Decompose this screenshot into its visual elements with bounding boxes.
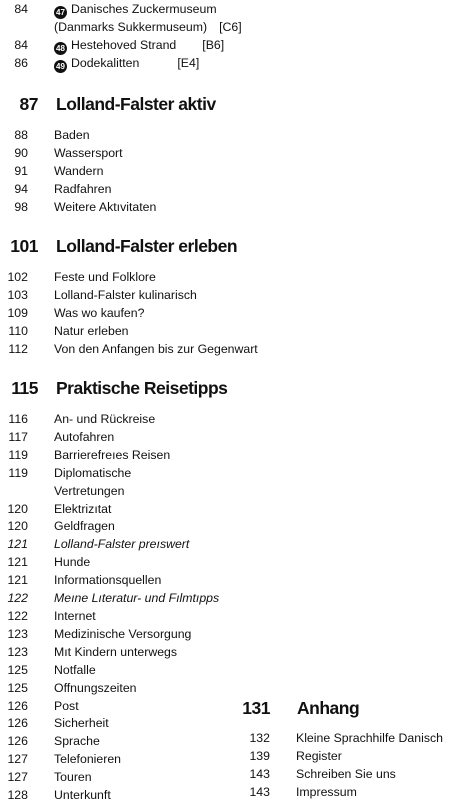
entry-page: 126	[7, 698, 28, 713]
entry-page: 103	[7, 287, 28, 302]
entry-text: Schreiben Sie uns	[296, 766, 396, 781]
entry-page: 98	[14, 199, 28, 214]
toc-entry	[0, 536, 219, 554]
entry-page: 112	[8, 341, 28, 356]
entry-text: Vertretungen	[54, 483, 125, 498]
entry-page: 90	[14, 145, 28, 160]
entry-page: 127	[7, 752, 28, 767]
entry-text: Register	[296, 748, 342, 763]
toc-entry	[0, 590, 219, 608]
toc-section-heading	[240, 698, 476, 719]
toc-entry	[0, 680, 219, 698]
entry-page: 132	[249, 731, 270, 745]
toc-entry	[0, 1, 242, 19]
entry-text: Was wo kaufen?	[54, 305, 145, 320]
entry-text: Impressum	[296, 784, 357, 799]
entry-page: 139	[249, 748, 270, 763]
toc-anhang-column	[240, 698, 476, 802]
toc-entry	[0, 447, 219, 465]
section-title: Lolland-Falster erleben	[56, 236, 238, 256]
toc-entry	[0, 429, 219, 447]
entry-page: 120	[7, 501, 28, 516]
entry-page: 122	[7, 591, 28, 606]
entry-page: 84	[14, 2, 28, 16]
map-code: [B6]	[202, 37, 225, 52]
entry-text: Telefonieren	[54, 752, 121, 767]
section-page: 87	[19, 94, 38, 114]
toc-entry	[0, 19, 242, 37]
entry-page: 102	[7, 270, 28, 284]
entry-page: 123	[7, 644, 28, 659]
entry-text: Natur erleben	[54, 323, 129, 338]
entry-page: 119	[8, 465, 28, 480]
section-page: 115	[11, 378, 38, 398]
entry-text: Wandern	[54, 163, 104, 178]
entry-text: Danisches Zuckermuseum	[71, 2, 217, 16]
toc-section-entries	[0, 411, 219, 805]
entry-page: 84	[14, 37, 28, 52]
toc-entry	[0, 341, 258, 359]
toc-entry	[0, 127, 156, 145]
entry-text: Elektrizıtat	[54, 501, 112, 516]
toc-entry	[0, 55, 242, 73]
toc-entry	[0, 733, 219, 751]
entry-text: Lolland-Falster preıswert	[54, 537, 190, 552]
entry-text: Baden	[54, 128, 90, 142]
entry-text: An- und Rückreise	[54, 412, 156, 426]
toc-entry	[240, 766, 476, 784]
toc-entry	[0, 662, 219, 680]
entry-page: 121	[7, 537, 28, 552]
entry-text: Medizinische Versorgung	[54, 626, 192, 641]
entry-page: 86	[14, 55, 28, 70]
entry-page: 123	[7, 626, 28, 641]
entry-text: Lolland-Falster kulinarisch	[54, 287, 197, 302]
entry-page: 125	[7, 680, 28, 695]
map-code: [E4]	[177, 55, 200, 70]
entry-text: Informationsquellen	[54, 573, 162, 588]
entry-text: Offnungszeiten	[54, 680, 137, 695]
toc-section-entries	[0, 127, 156, 217]
toc-entry	[0, 715, 219, 733]
toc-entry	[0, 626, 219, 644]
toc-section-heading	[0, 94, 216, 115]
entry-text: Meıne Lıteratur- und Fılmtıpps	[54, 591, 220, 606]
toc-entry	[240, 784, 476, 802]
toc-entry	[0, 554, 219, 572]
entry-text: Wassersport	[54, 145, 123, 160]
toc-entry	[0, 323, 258, 341]
toc-section-heading	[0, 236, 237, 257]
toc-entry	[240, 730, 476, 748]
toc-top-entries	[0, 1, 242, 73]
sight-number-badge: 47	[54, 6, 67, 19]
toc-entry	[240, 748, 476, 766]
entry-page: 125	[7, 662, 28, 677]
toc-entry	[0, 287, 258, 305]
entry-page: 121	[7, 555, 28, 570]
toc-entry	[0, 787, 219, 805]
entry-page: 121	[7, 573, 28, 588]
entry-text: Autofahren	[54, 429, 115, 444]
entry-page: 126	[7, 716, 28, 731]
entry-text: Touren	[54, 770, 92, 785]
entry-text: Hunde	[54, 555, 91, 570]
toc-entry	[0, 644, 219, 662]
entry-text: Von den Anfangen bis zur Gegenwart	[54, 341, 258, 356]
entry-text: Kleine Sprachhilfe Danisch	[296, 731, 443, 745]
section-title: Anhang	[297, 698, 360, 718]
sight-number-badge: 49	[54, 60, 67, 73]
sight-number-badge: 48	[54, 42, 67, 55]
entry-page: 127	[7, 770, 28, 785]
entry-page: 128	[7, 788, 28, 803]
entry-page: 110	[8, 323, 28, 338]
entry-page: 126	[7, 734, 28, 749]
entry-page: 88	[14, 128, 28, 142]
entry-text: Dodekalitten	[71, 55, 140, 70]
entry-text: Radfahren	[54, 181, 112, 196]
entry-text: Feste und Folklore	[54, 270, 156, 284]
section-title: Lolland-Falster aktiv	[56, 94, 216, 114]
entry-text: Sicherheit	[54, 716, 109, 731]
entry-page: 122	[7, 608, 28, 623]
toc-entry	[0, 501, 219, 519]
entry-text: Sprache	[54, 734, 100, 749]
toc-entry	[0, 181, 156, 199]
entry-text: Diplomatische	[54, 465, 132, 480]
entry-text: Weitere Aktıvitaten	[54, 199, 157, 214]
entry-text: Mıt Kindern unterwegs	[54, 644, 178, 659]
entry-page: 143	[249, 766, 270, 781]
toc-section-entries	[240, 730, 476, 802]
entry-page: 94	[14, 181, 28, 196]
toc-entry	[0, 698, 219, 716]
entry-page: 119	[8, 447, 28, 462]
toc-entry	[0, 483, 219, 501]
entry-text: Internet	[54, 608, 96, 623]
toc-entry	[0, 145, 156, 163]
entry-page: 120	[7, 519, 28, 534]
toc-entry	[0, 608, 219, 626]
entry-text: Geldfragen	[54, 519, 115, 534]
toc-entry	[0, 411, 219, 429]
toc-entry	[0, 269, 258, 287]
toc-section-entries	[0, 269, 258, 359]
entry-page: 91	[14, 163, 28, 178]
section-page: 131	[242, 698, 270, 718]
toc-entry	[0, 305, 258, 323]
entry-page: 116	[8, 412, 28, 426]
toc-entry	[0, 163, 156, 181]
toc-entry	[0, 518, 219, 536]
entry-page: 109	[7, 305, 28, 320]
entry-text: Post	[54, 698, 79, 713]
section-title: Praktische Reisetipps	[56, 378, 228, 398]
entry-text: (Danmarks Sukkermuseum)	[54, 20, 208, 34]
entry-text: Barrierefreıes Reisen	[54, 447, 171, 462]
section-page: 101	[10, 236, 38, 256]
entry-text: Notfalle	[54, 662, 96, 677]
entry-page: 143	[249, 784, 270, 799]
entry-text: Hestehoved Strand	[71, 37, 177, 52]
toc-entry	[0, 37, 242, 55]
toc-section-heading	[0, 378, 227, 399]
toc-entry	[0, 199, 156, 217]
toc-entry	[0, 465, 219, 483]
toc-entry	[0, 769, 219, 787]
map-code: [C6]	[219, 20, 242, 34]
entry-text: Unterkunft	[54, 788, 111, 803]
entry-page: 117	[8, 429, 28, 444]
toc-entry	[0, 572, 219, 590]
toc-entry	[0, 751, 219, 769]
